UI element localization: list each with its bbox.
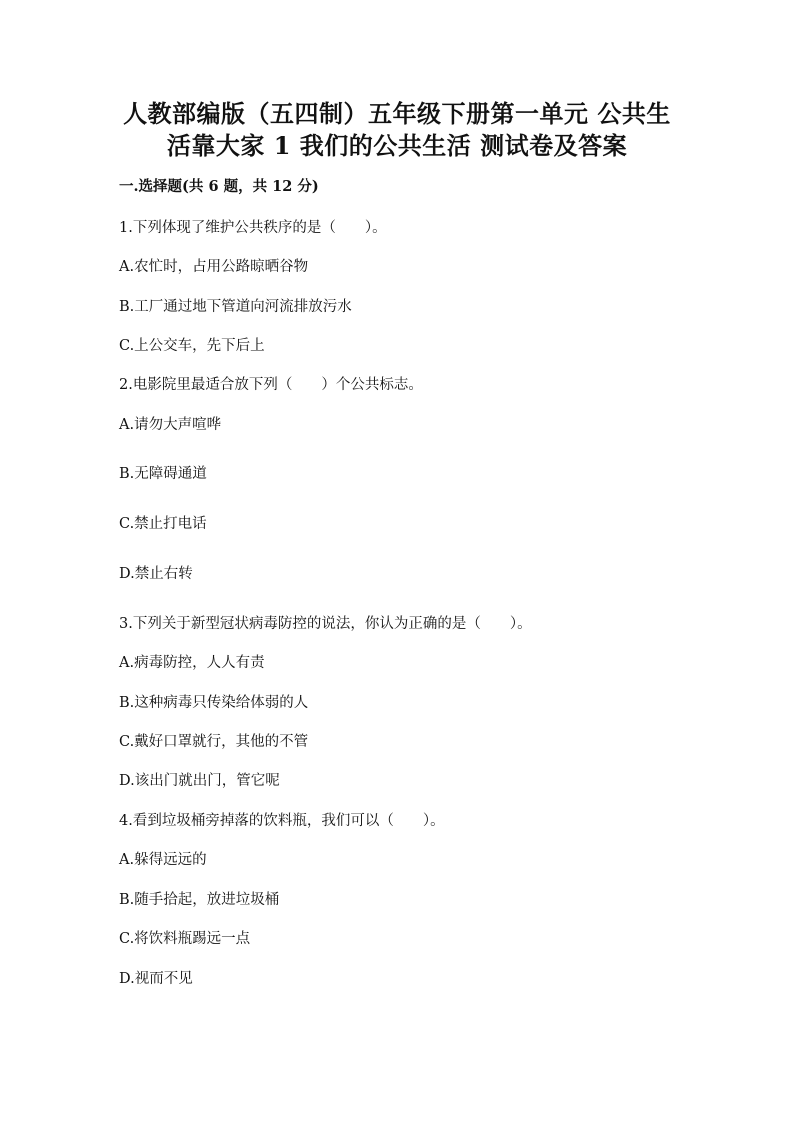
question-2-stem: 2.电影院里最适合放下列（ ）个公共标志。 <box>119 377 423 393</box>
question-2-option-d: D.禁止右转 <box>119 566 193 582</box>
question-4-option-d: D.视而不见 <box>119 971 193 987</box>
document-title-line-1: 人教部编版（五四制）五年级下册第一单元 公共生 <box>123 99 671 128</box>
question-4-option-c: C.将饮料瓶踢远一点 <box>119 931 251 947</box>
question-2-option-a: A.请勿大声喧哗 <box>119 417 222 433</box>
question-3-stem: 3.下列关于新型冠状病毒防控的说法，你认为正确的是（ ）。 <box>119 616 532 632</box>
question-2-option-c: C.禁止打电话 <box>119 516 207 532</box>
question-1-option-c: C.上公交车，先下后上 <box>119 338 265 354</box>
question-4-stem: 4.看到垃圾桶旁掉落的饮料瓶，我们可以（ ）。 <box>119 813 445 829</box>
question-3-option-a: A.病毒防控，人人有责 <box>119 655 265 671</box>
question-3-option-b: B.这种病毒只传染给体弱的人 <box>119 695 309 711</box>
question-2-option-b: B.无障碍通道 <box>119 466 207 482</box>
question-1-option-a: A.农忙时，占用公路晾晒谷物 <box>119 259 309 275</box>
question-1-option-b: B.工厂通过地下管道向河流排放污水 <box>119 299 352 315</box>
question-4-option-a: A.躲得远远的 <box>119 852 207 868</box>
section-heading: 一.选择题(共 6 题，共 12 分) <box>119 178 319 195</box>
document-title-line-2: 活靠大家 1 我们的公共生活 测试卷及答案 <box>166 131 628 160</box>
question-3-option-c: C.戴好口罩就行，其他的不管 <box>119 734 309 750</box>
question-3-option-d: D.该出门就出门，管它呢 <box>119 773 280 789</box>
question-1-stem: 1.下列体现了维护公共秩序的是（ ）。 <box>119 220 387 236</box>
question-4-option-b: B.随手拾起，放进垃圾桶 <box>119 892 280 908</box>
